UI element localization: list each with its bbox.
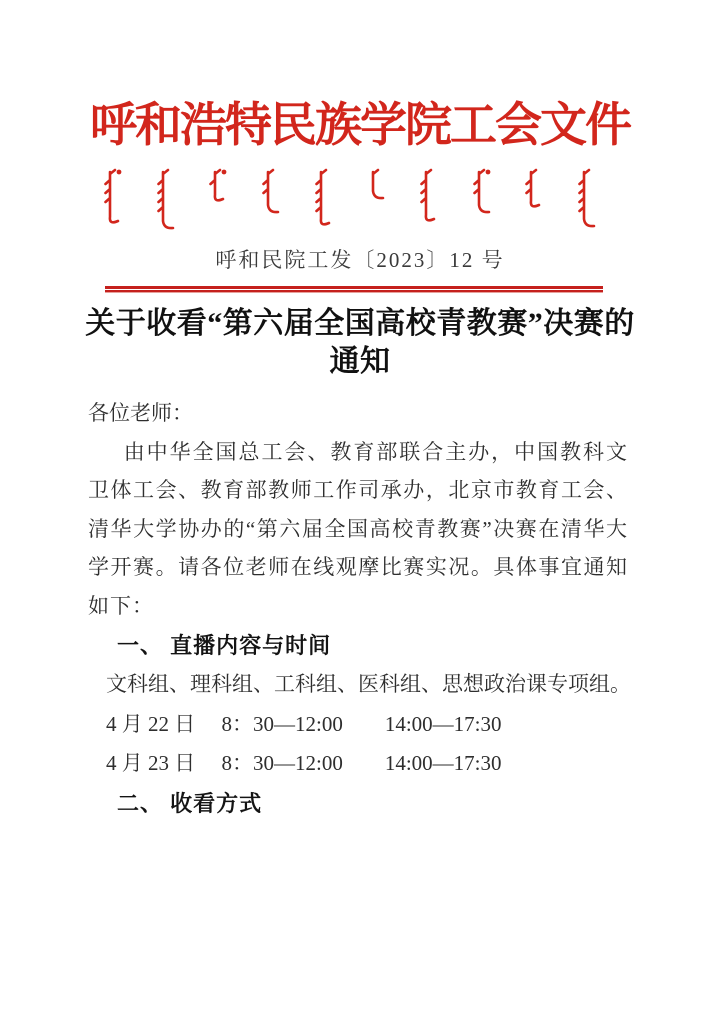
mongolian-word-glyph (104, 168, 124, 238)
notice-title (0, 305, 720, 381)
mongolian-script-row (104, 168, 598, 238)
schedule-day1: 4 月 22 日 8：30—12:00 14:00—17:30 (106, 711, 502, 736)
mongolian-word-glyph (157, 168, 177, 238)
mongolian-word-glyph (525, 168, 545, 238)
doc-number: 呼和民院工发〔2023〕12 号 (215, 248, 505, 272)
mongolian-word-glyph (209, 168, 229, 238)
mongolian-word-glyph (578, 168, 598, 238)
notice-title-line2: 通知 (329, 345, 391, 378)
mongolian-word-glyph (420, 168, 440, 238)
intro-paragraph: 由中华全国总工会、教育部联合主办，中国教科文卫体工会、教育部教师工作司承办，北京市教育工会、清华大学协办的“第六届全国高校青教赛”决赛在清华大学开赛。请各位老师在线观摩比赛实况。具体事宜通知如下： (88, 439, 628, 618)
notice-body (88, 394, 631, 824)
mongolian-word-glyph (262, 168, 282, 238)
org-title: 呼和浩特民族学院工会文件 (90, 100, 630, 152)
red-header-rule (105, 286, 603, 293)
section2-heading: 二、 收看方式 (117, 790, 263, 816)
notice-title-line1: 关于收看“第六届全国高校青教赛”决赛的 (85, 307, 635, 340)
section1-heading: 一、 直播内容与时间 (117, 632, 332, 658)
mongolian-word-glyph (367, 168, 387, 238)
mongolian-word-glyph (315, 168, 335, 238)
groups-line: 文科组、理科组、工科组、医科组、思想政治课专项组。 (106, 672, 631, 697)
schedule-day2: 4 月 23 日 8：30—12:00 14:00—17:30 (106, 751, 502, 776)
mongolian-word-glyph (473, 168, 493, 238)
salutation: 各位老师： (88, 401, 193, 425)
